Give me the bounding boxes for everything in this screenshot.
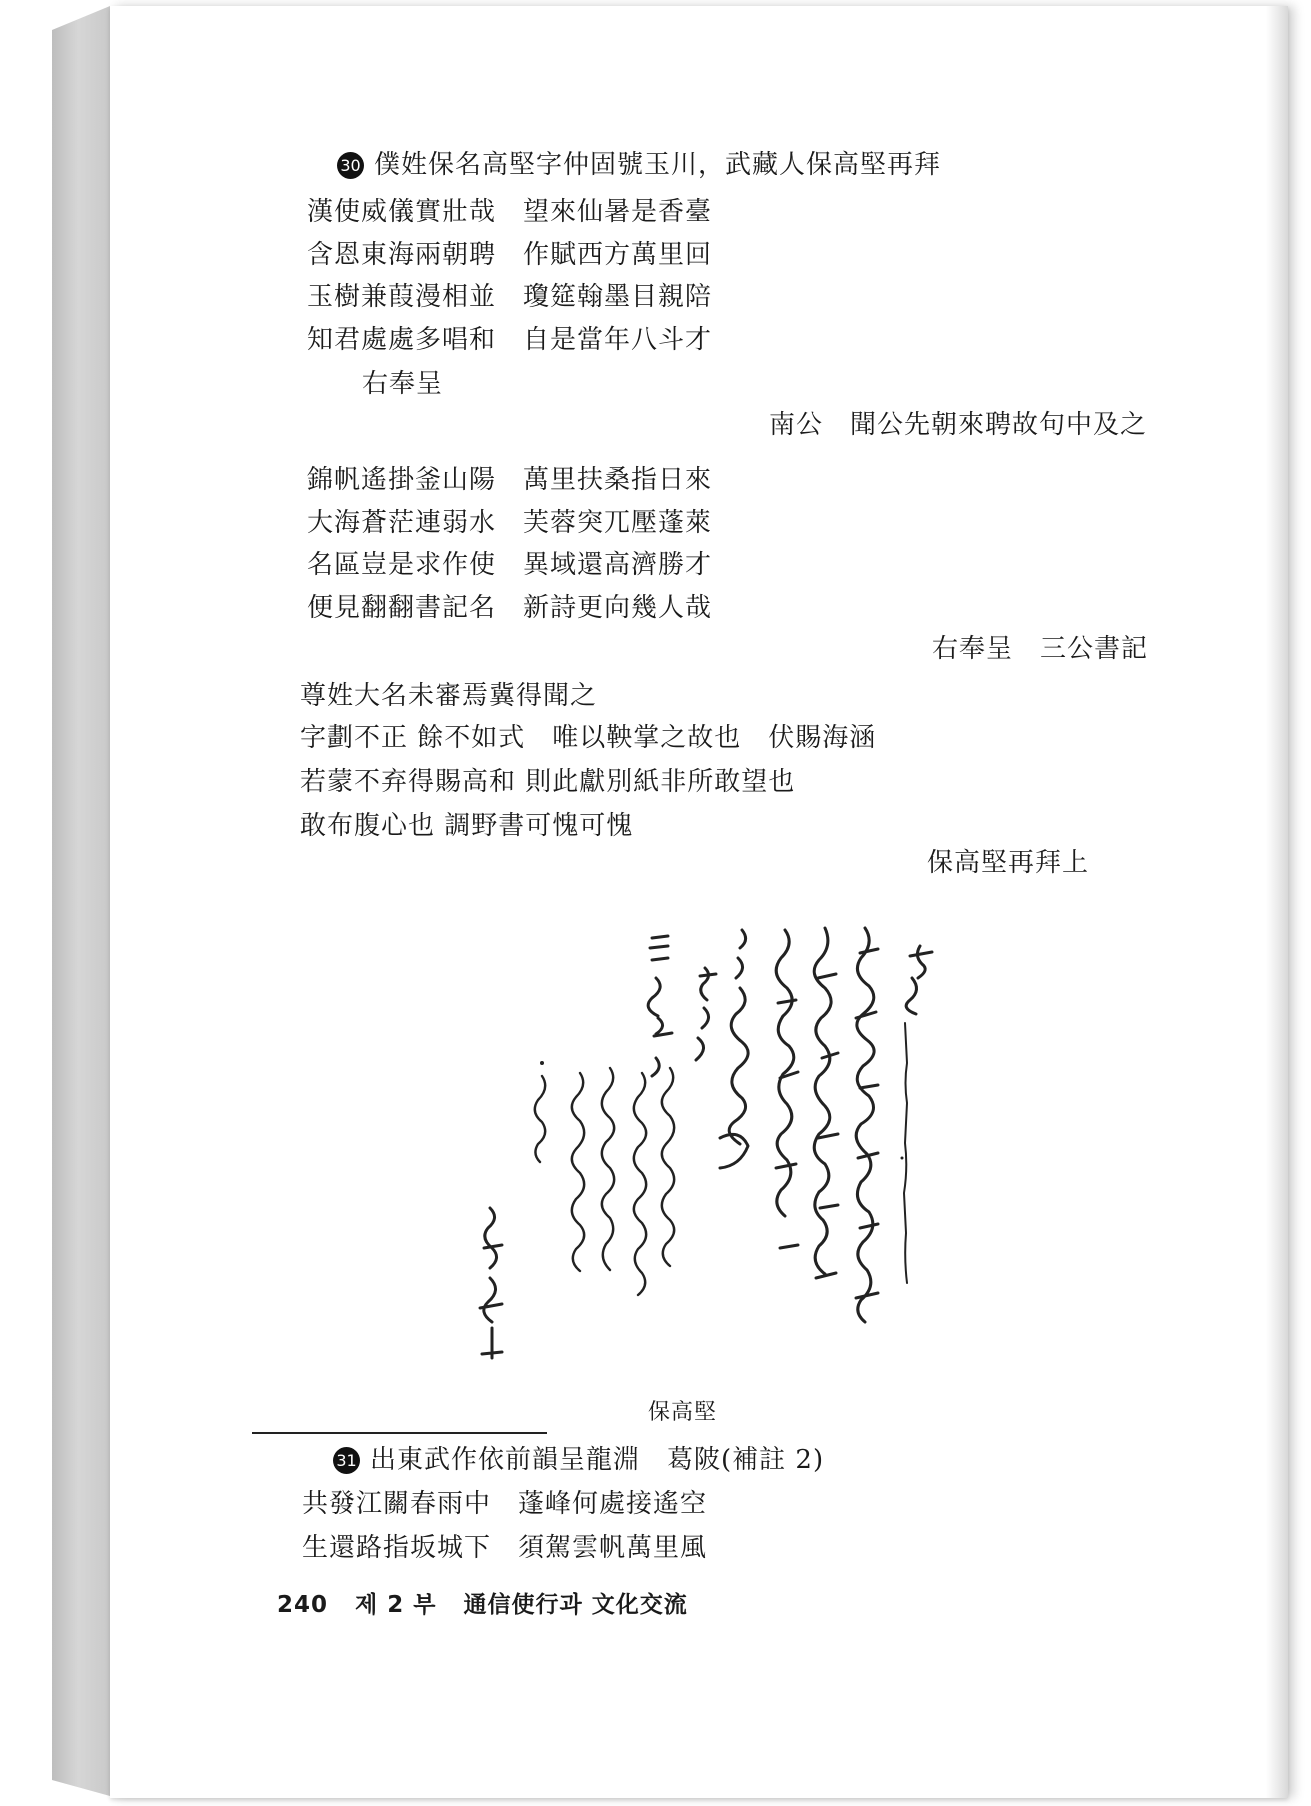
book-page	[110, 6, 1288, 1798]
poem31-line: 生還路指坂城下 須駕雲帆萬里風	[302, 1533, 708, 1563]
poem30-line: 漢使威儀實壯哉 望來仙暑是香臺	[307, 197, 713, 227]
book-spine	[52, 6, 110, 1796]
poem31-heading	[333, 1445, 824, 1475]
letter-line: 尊姓大名未審焉冀得聞之	[300, 681, 598, 711]
letter-line: 敢布腹心也 調野書可愧可愧	[300, 811, 634, 841]
poem30-heading-text: 僕姓保名高堅字仲固號玉川，武藏人保高堅再拜	[374, 150, 942, 180]
reply-line: 大海蒼茫連弱水 芙蓉突兀壓蓬萊	[307, 508, 713, 538]
page-footer	[277, 1590, 688, 1620]
poem-number-badge: 31	[333, 1447, 360, 1474]
letter-line: 若蒙不弃得賜高和 則此獻別紙非所敢望也	[300, 767, 796, 797]
poem30-line: 玉樹兼葭漫相並 瓊筵翰墨目親陪	[307, 282, 713, 312]
footer-section: 제 2 부	[355, 1592, 437, 1618]
manuscript-caption: 保高堅	[648, 1400, 718, 1425]
page-number: 240	[277, 1592, 329, 1618]
reply-line: 名區豈是求作使 異域還高濟勝才	[307, 550, 713, 580]
poem30-line: 知君處處多唱和 自是當年八斗才	[307, 325, 713, 355]
poem30-line: 含恩東海兩朝聘 作賦西方萬里回	[307, 240, 713, 270]
poem31-line: 共發江關春雨中 蓬峰何處接遙空	[302, 1489, 708, 1519]
poem30-closing: 右奉呈	[362, 369, 444, 399]
poem30-heading	[337, 150, 941, 180]
page-edge-shadow	[1266, 6, 1288, 1798]
poem30-note: 南公 聞公先朝來聘故句中及之	[769, 410, 1148, 440]
poem31-heading-text: 出東武作依前韻呈龍淵 葛陂(補註 2)	[370, 1445, 825, 1475]
footnote-rule	[252, 1432, 547, 1434]
letter-line: 字劃不正 餘不如式 唯以鞅掌之故也 伏賜海涵	[300, 723, 877, 753]
reply-signature: 右奉呈 三公書記	[932, 634, 1149, 664]
footer-title: 通信使行과 文化交流	[463, 1592, 688, 1618]
letter-signature: 保高堅再拜上	[927, 848, 1090, 878]
handwritten-manuscript-image	[420, 908, 940, 1378]
poem-number-badge: 30	[337, 152, 364, 179]
reply-line: 錦帆遙掛釜山陽 萬里扶桑指日來	[307, 465, 713, 495]
reply-line: 便見翻翻書記名 新詩更向幾人哉	[307, 593, 713, 623]
